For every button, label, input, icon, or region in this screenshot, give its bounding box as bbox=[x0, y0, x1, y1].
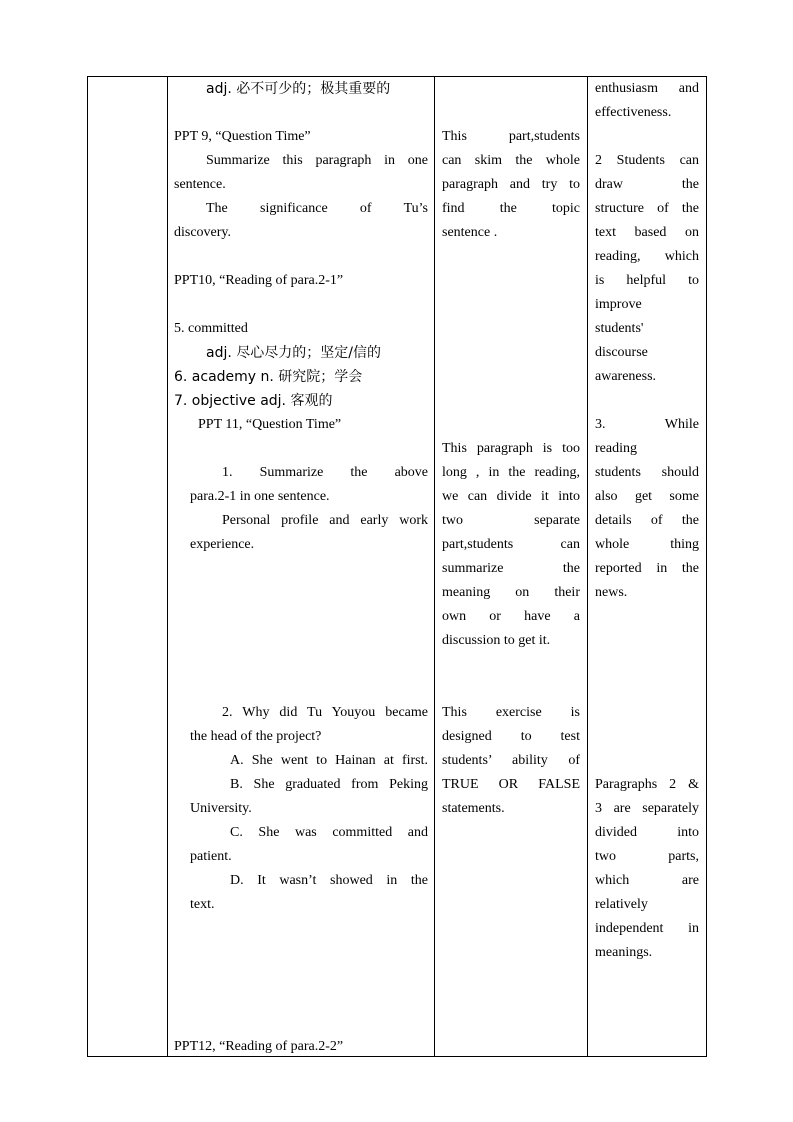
text-line: 3 are separately bbox=[595, 801, 699, 816]
text-line: meanings. bbox=[595, 945, 653, 960]
text-line: also get some bbox=[595, 489, 699, 504]
ppt-heading: PPT10, “Reading of para.2-1” bbox=[174, 273, 344, 288]
text-line: discussion to get it. bbox=[442, 633, 551, 648]
text-line: This exercise is bbox=[442, 705, 580, 720]
ppt-heading: PPT 11, “Question Time” bbox=[198, 417, 342, 432]
option-b: University. bbox=[190, 801, 252, 816]
text-line: This part,students bbox=[442, 129, 580, 144]
question-line: para.2-1 in one sentence. bbox=[190, 489, 330, 504]
vocab-word: 5. committed bbox=[174, 321, 248, 336]
text-line: Paragraphs 2 & bbox=[595, 777, 699, 792]
text-line: sentence . bbox=[442, 225, 498, 240]
option-c: C. She was committed and bbox=[230, 825, 428, 840]
table-border-right bbox=[706, 76, 707, 1057]
text-line: discourse bbox=[595, 345, 648, 360]
question-line: 2. Why did Tu Youyou became bbox=[222, 705, 428, 720]
text-line: awareness. bbox=[595, 369, 657, 384]
text-line: independent in bbox=[595, 921, 699, 936]
text-line: structure of the bbox=[595, 201, 699, 216]
question-line: 1. Summarize the above bbox=[222, 465, 428, 480]
answer-line: Personal profile and early work bbox=[222, 513, 428, 528]
text-line: paragraph and try to bbox=[442, 177, 580, 192]
text-line: two parts, bbox=[595, 849, 699, 864]
table-divider-1 bbox=[167, 76, 168, 1057]
text-line: reading, which bbox=[595, 249, 699, 264]
vocab-definition: adj. 尽心尽力的；坚定/信的 bbox=[206, 345, 381, 361]
text-line: 2 Students can bbox=[595, 153, 699, 168]
text-line: details of the bbox=[595, 513, 699, 528]
question-line: the head of the project? bbox=[190, 729, 322, 744]
text-line: can skim the whole bbox=[442, 153, 580, 168]
ppt-heading: PPT12, “Reading of para.2-2” bbox=[174, 1039, 344, 1054]
text-line: whole thing bbox=[595, 537, 699, 552]
text-line: relatively bbox=[595, 897, 648, 912]
option-d: text. bbox=[190, 897, 215, 912]
table-divider-3 bbox=[587, 76, 588, 1057]
text-line: long , in the reading, bbox=[442, 465, 580, 480]
option-b: B. She graduated from Peking bbox=[230, 777, 428, 792]
text-line: find the topic bbox=[442, 201, 580, 216]
text-line: news. bbox=[595, 585, 628, 600]
option-d: D. It wasn’t showed in the bbox=[230, 873, 428, 888]
text-line: summarize the bbox=[442, 561, 580, 576]
text-line: discovery. bbox=[174, 225, 232, 240]
table-border-left bbox=[87, 76, 88, 1057]
text-line: reading bbox=[595, 441, 637, 456]
answer-line: experience. bbox=[190, 537, 255, 552]
text-line: TRUE OR FALSE bbox=[442, 777, 580, 792]
text-line: statements. bbox=[442, 801, 505, 816]
text-line: draw the bbox=[595, 177, 699, 192]
text-line: students should bbox=[595, 465, 699, 480]
text-line: sentence. bbox=[174, 177, 226, 192]
text-line: students’ ability of bbox=[442, 753, 580, 768]
text-line: divided into bbox=[595, 825, 699, 840]
text-line: 3. While bbox=[595, 417, 699, 432]
text-line: which are bbox=[595, 873, 699, 888]
option-a: A. She went to Hainan at first. bbox=[230, 753, 428, 768]
text-line: own or have a bbox=[442, 609, 580, 624]
text-line: improve bbox=[595, 297, 642, 312]
text-line: students' bbox=[595, 321, 644, 336]
vocab-word: 7. objective adj. 客观的 bbox=[174, 393, 333, 409]
table-divider-2 bbox=[434, 76, 435, 1057]
text-line: meaning on their bbox=[442, 585, 580, 600]
text-line: This paragraph is too bbox=[442, 441, 580, 456]
ppt-heading: PPT 9, “Question Time” bbox=[174, 129, 311, 144]
text-line: we can divide it into bbox=[442, 489, 580, 504]
text-line: designed to test bbox=[442, 729, 580, 744]
text-line: text based on bbox=[595, 225, 699, 240]
text-line: is helpful to bbox=[595, 273, 699, 288]
text-line: The significance of Tu’s bbox=[206, 201, 428, 216]
text-line: Summarize this paragraph in one bbox=[206, 153, 428, 168]
option-c: patient. bbox=[190, 849, 232, 864]
text-line: reported in the bbox=[595, 561, 699, 576]
text-line: enthusiasm and bbox=[595, 81, 699, 96]
text-line: part,students can bbox=[442, 537, 580, 552]
vocab-word: 6. academy n. 研究院；学会 bbox=[174, 369, 363, 385]
text-line: two separate bbox=[442, 513, 580, 528]
text-line: effectiveness. bbox=[595, 105, 672, 120]
vocab-definition: adj. 必不可少的；极其重要的 bbox=[206, 81, 391, 97]
